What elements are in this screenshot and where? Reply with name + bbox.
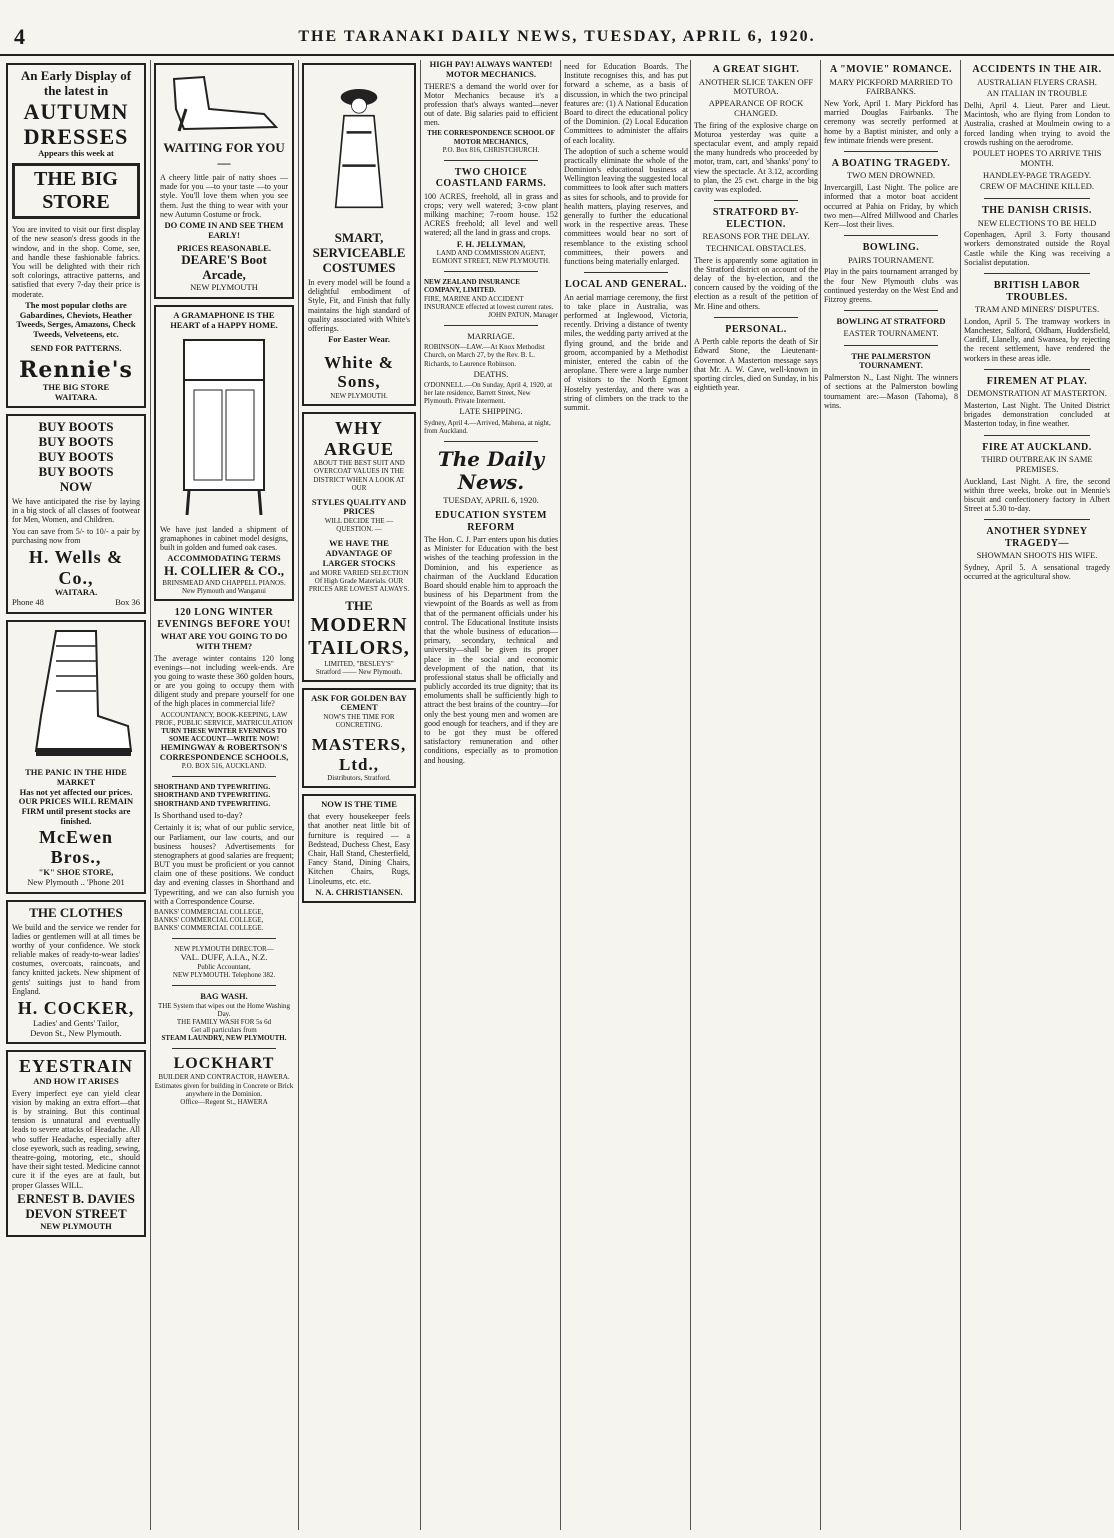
article-body: The firing of the explosive charge on Moturoa yesterday was quite a spectacular event, and amply repaid the many hundreds who proceeded by motor, tram, cart, and 'shanks' pony' to view the spectacle. At 3.12, according to plan, the 25 cwt. charge in the big cavity was exploded. — [694, 120, 818, 194]
ad-body: You are invited to visit our first display of the new season's dress goods in the window, and in the shop. Come, see, and handle these fashionable fabrics. You will be delighted with their rich soft colorings, attractive patterns, and satisfied that every 7-day their price is moderate. — [12, 225, 140, 299]
ad-address: DEVON STREET — [25, 1205, 127, 1221]
divider — [172, 1048, 276, 1049]
lockhart-ad — [152, 1055, 296, 1106]
ad-headline: ASK FOR GOLDEN BAY CEMENT — [311, 692, 407, 713]
article-subheading: HANDLEY-PAGE TRAGEDY. — [983, 169, 1091, 180]
article-headline: STRATFORD BY-ELECTION. — [712, 207, 800, 230]
boot-icon — [16, 626, 136, 766]
divider — [844, 151, 938, 152]
article-headline: A "MOVIE" ROMANCE. — [829, 64, 953, 75]
ad-subline: Public Accountant, — [197, 962, 251, 971]
newspaper-title: THE TARANAKI DAILY NEWS, TUESDAY, APRIL 6, 1920. — [298, 28, 816, 45]
column-8 — [964, 60, 1110, 1530]
hemingway-ad — [154, 607, 294, 770]
wells-ad — [6, 414, 146, 614]
column-divider — [420, 60, 421, 1530]
ad-headline: SMART, SERVICEABLE COSTUMES — [312, 230, 406, 276]
article-subheading: EASTER TOURNAMENT. — [843, 327, 939, 338]
ad-subline: WHAT ARE YOU GOING TO DO WITH THEM? — [160, 631, 288, 651]
ad-line: NOW — [59, 479, 93, 495]
column-2 — [152, 60, 296, 1530]
divider — [584, 272, 668, 273]
ad-line: BUY BOOTS — [38, 449, 114, 465]
divider — [444, 271, 538, 272]
article-subheading: REASONS FOR THE DELAY. — [702, 231, 810, 242]
ad-headline: NOW IS THE TIME — [321, 799, 397, 810]
ad-address: LAND AND COMMISSION AGENT, EGMONT STREET, NEW PLYMOUTH. — [432, 249, 550, 266]
divider — [984, 519, 1090, 520]
nz-insurance-ad — [424, 278, 558, 318]
ad-phone: Phone 48 — [12, 597, 44, 608]
ad-box: Box 36 — [115, 597, 140, 608]
jellyman-ad — [424, 167, 558, 266]
article-body: Sydney, April 5. A sensational tragedy occurred at the agricultural show. — [964, 563, 1110, 582]
column-divider — [820, 60, 821, 1530]
ad-brand: LOCKHART — [173, 1055, 275, 1073]
article-headline: A BOATING TRAGEDY. — [831, 157, 951, 169]
section-heading: LATE SHIPPING. — [459, 406, 523, 417]
ad-brand: HEMINGWAY & ROBERTSON'S CORRESPONDENCE SCHOOLS, — [159, 741, 289, 762]
ad-body: Estimates given for building in Concrete or Brick anywhere in the Dominion. — [154, 1081, 294, 1098]
column-divider — [960, 60, 961, 1530]
ad-town: NEW PLYMOUTH. — [330, 391, 388, 400]
divider — [844, 345, 938, 346]
ad-subbrand: LIMITED, "BESLEY'S" — [324, 659, 394, 668]
ad-contact: JOHN PATON, Manager — [488, 310, 558, 319]
masters-ad — [302, 688, 416, 789]
article-body: A Perth cable reports the death of Sir Edward Stone, the Lieutenant-Governor. A Masterton message says that Mr. A. W. Cave, well-known in sporting circles, died on Sunday, in his eightieth year. — [694, 337, 818, 393]
notice-text: O'DONNELL.—On Sunday, April 4, 1920, at her late residence, Barrett Street, New Plymouth. Private Interment. — [424, 381, 553, 406]
ad-brand: BANKS' COMMERCIAL COLLEGE. — [154, 924, 264, 933]
ad-subline: NOW'S THE TIME FOR CONCRETING. — [323, 713, 395, 730]
ad-subline: AND HOW IT ARISES — [33, 1075, 119, 1086]
article-headline: BOWLING AT STRATFORD — [836, 316, 946, 327]
ad-cta: TURN THESE WINTER EVENINGS TO SOME ACCOUNT—WRITE NOW! — [161, 726, 287, 743]
ad-line: SHORTHAND AND TYPEWRITING. — [154, 791, 271, 800]
editorial-date: TUESDAY, APRIL 6, 1920. — [443, 495, 539, 506]
ad-brand: BANKS' COMMERCIAL COLLEGE, — [154, 916, 264, 925]
divider — [172, 985, 276, 986]
article-subheading: PAIRS TOURNAMENT. — [847, 254, 935, 265]
ad-headline: BAG WASH. — [200, 991, 248, 1002]
ad-headline: THE PANIC IN THE HIDE MARKET — [25, 767, 127, 787]
ad-town: NEW PLYMOUTH — [40, 1220, 112, 1231]
ad-brand: H. COLLIER & CO., — [164, 562, 284, 578]
ad-headline: NEW ZEALAND INSURANCE COMPANY, LIMITED. — [424, 278, 520, 295]
ad-subbrand: BUILDER AND CONTRACTOR, HAWERA. — [158, 1073, 290, 1082]
masthead — [0, 14, 1114, 56]
ad-body: We have just landed a shipment of gramaphones in cabinet model designs, built in golden and fumed oak cases. — [160, 524, 288, 553]
duff-ad — [152, 945, 296, 979]
ad-headline: A GRAMAPHONE IS THE HEART of a HAPPY HOME. — [170, 309, 278, 330]
ad-headline: NEW PLYMOUTH DIRECTOR— — [174, 945, 274, 954]
section-heading: MARRIAGE. — [467, 330, 515, 341]
ad-headline: DRESSES — [23, 124, 129, 150]
article-headline: BOWLING. — [862, 242, 920, 254]
deare-ad — [154, 63, 294, 299]
ad-line: BUY BOOTS — [38, 419, 114, 435]
ad-subline: Appears this week at — [38, 148, 114, 159]
ad-body: that every housekeeper feels that another neat little bit of furniture is required — a Bedstead, Duchess Chest, Easy Chair, Hall Stand, Chesterfield, Fancy Stand, Dining Chairs, Kitchen Chairs, Rugs, Linoleums, etc. etc. — [308, 812, 410, 886]
motor-ad — [424, 60, 558, 154]
article-subheading: APPEARANCE OF ROCK CHANGED. — [708, 98, 804, 118]
article-body: The Hon. C. J. Parr enters upon his duties as Minister for Education with the best wishes of the teaching profession in the Dominion, and his experience as chairman of the Auckland Education Board should enable him to approach the business of his Department from the viewpoint of the Boards as well as from that of the permanent officials under his control. The Educational Institute insists that the whole business of education—primary, secondary, technical and university—shall be given its proper place in the social and economic development of the nation, that its professional status shall be officially and publicly accorded its true dignity; that its emoluments shall be sufficiently high to attract the best brains of the country—for only the best young men and women are good enough for teachers, and if they are to be got they must be offered satisfactory remuneration and other conditions, especially as to promotion and housing. — [424, 535, 558, 765]
ad-subline: For Easter Wear. — [328, 334, 390, 345]
ad-brand: Rennie's — [19, 356, 133, 383]
ad-town: NEW PLYMOUTH — [190, 282, 258, 293]
ad-brand: MASTERS, Ltd., — [311, 735, 407, 774]
article-body: Invercargill, Last Night. The police are informed that a motor boat accident occurred at Pahia on Friday, by which two men—Alfred Millwood and Charles Kerr—lost their lives. — [824, 183, 958, 229]
article-body: need for Education Boards. The Institute recognises this, and has put forward a scheme, as a basis of discussion, in which the two principal features are: (1) A National Education Board to direct the educational policy of the Dominion. (2) Local Education Committees to administer the affairs of each locality. — [564, 62, 688, 145]
ad-body: You can save from 5/- to 10/- a pair by purchasing now from — [12, 526, 140, 545]
bagwash-ad — [152, 992, 296, 1042]
article-headline: A GREAT SIGHT. — [712, 64, 800, 75]
divider — [984, 273, 1090, 274]
column-1 — [4, 60, 148, 1530]
article-body: There is apparently some agitation in the Stratford district on account of the delay of the by-election, and the concern caused by the voiding of the election as a result of the petition of Mr. Hine and others. — [694, 255, 818, 311]
ad-body: WILL DECIDE THE — QUESTION. — — [324, 517, 394, 534]
divider — [984, 369, 1090, 370]
article-subheading: POULET HOPES TO ARRIVE THIS MONTH. — [972, 147, 1102, 168]
ad-body: The most popular cloths are Gabardines, Cheviots, Heather Tweeds, Serges, Amazons, Check Tweeds, Velveteens, etc. — [16, 299, 136, 340]
ad-intro: An Early Display of the latest in — [20, 68, 132, 98]
davies-ad — [6, 1050, 146, 1237]
big-store-ad — [6, 63, 146, 408]
ad-address: New Plymouth and Wanganui — [182, 586, 266, 595]
ad-brand: THE — [345, 597, 373, 613]
ad-cta: Get all particulars from — [191, 1025, 257, 1034]
modern-tailors-ad — [302, 412, 416, 682]
ad-subline: PRICES REASONABLE. — [177, 242, 271, 253]
ad-address: Devon St., New Plymouth. — [30, 1027, 122, 1038]
article-headline: FIRE AT AUCKLAND. — [982, 441, 1092, 453]
column-7 — [824, 60, 958, 1530]
big-store-logo: THE BIG STORE — [12, 163, 140, 219]
article-body: Copenhagen, April 3. Forty thousand workers demonstrated outside the Royal Castle while the King was receiving a Socialist deputation. — [964, 230, 1110, 267]
divider — [444, 441, 538, 442]
ad-subbrand: BRINSMEAD AND CHAPPELL PIANOS. — [162, 578, 286, 587]
divider — [714, 200, 798, 201]
article-body: Auckland, Last Night. A fire, the second within three weeks, broke out in Mennie's biscuit and confectionery factory in Albert Street at 5.30 to-day. — [964, 476, 1110, 514]
ad-brand: H. COCKER, — [17, 998, 135, 1019]
article-subheading: AN ITALIAN IN TROUBLE — [986, 88, 1088, 99]
banks-ad — [154, 783, 294, 932]
article-subheading: DEMONSTRATION AT MASTERTON. — [967, 388, 1107, 399]
article-subheading: AUSTRALIAN FLYERS CRASH. — [977, 76, 1097, 87]
article-headline: THE DANISH CRISIS. — [982, 205, 1092, 217]
divider — [984, 198, 1090, 199]
article-subheading: ANOTHER SLICE TAKEN OFF MOTUROA. — [698, 76, 814, 97]
ad-headline: 120 LONG WINTER EVENINGS BEFORE YOU! — [157, 607, 291, 630]
article-headline: LOCAL AND GENERAL. — [564, 279, 688, 291]
notice-text: ROBINSON—LAW.—At Knox Methodist Church, on March 27, by the Rev. B. L. Richards, to Laurence Robinson. — [424, 343, 545, 368]
ad-brand: H. Wells & Co., — [28, 547, 124, 588]
article-subheading: CREW OF MACHINE KILLED. — [979, 181, 1095, 192]
column-divider — [560, 60, 561, 1530]
ad-body: The average winter contains 120 long evenings—not including week-ends. Are you going to waste these 360 golden hours, or are you going to occupy them with diligent study and prepare yourself for one of the high places in commercial life? — [154, 653, 294, 709]
ad-headline: AUTUMN — [23, 98, 129, 124]
article-headline: FIREMEN AT PLAY. — [986, 375, 1088, 387]
ad-brand: White & Sons, — [324, 352, 394, 392]
white-ad — [302, 63, 416, 406]
ad-body: Every imperfect eye can yield clear vision by making an extra effort—that is by straining. But this continual tension is unnatural and eventually leads to severe attacks of Headache. All who suffer Headache, especially after close eyework, such as reading, sewing, theatre-going, motoring, etc., should have their sight tested. Medicine cannot cure it if the eyes are at fault, but proper Glasses WILL. — [12, 1088, 140, 1190]
ad-subline: Is Shorthand used to-day? — [154, 809, 243, 820]
column-divider — [298, 60, 299, 1530]
editorial-masthead: The Daily News. — [437, 447, 545, 495]
article-subheading: THIRD OUTBREAK IN SAME PREMISES. — [981, 454, 1093, 474]
ad-headline: EYESTRAIN — [18, 1056, 134, 1077]
article-subheading: TRAM AND MINERS' DISPUTES. — [974, 304, 1100, 315]
ad-body: FIRE, MARINE AND ACCIDENT INSURANCE effected at lowest current rates. — [424, 294, 554, 311]
ad-brand: DEARE'S Boot Arcade, — [181, 252, 267, 283]
ad-headline: THE CLOTHES — [29, 904, 123, 920]
ad-subbrand: "K" SHOE STORE, — [38, 867, 114, 878]
ad-town: WAITARA. — [54, 587, 98, 598]
ad-address: New Plymouth .. 'Phone 201 — [27, 876, 125, 887]
collier-ad — [154, 305, 294, 601]
ad-body: THE System that wipes out the Home Washing Day. — [157, 1001, 291, 1018]
ad-town: WAITARA. — [54, 391, 98, 402]
ad-body: ABOUT THE BEST SUIT AND OVERCOAT VALUES IN THE DISTRICT WHEN A LOOK AT OUR — [313, 459, 405, 492]
article-subheading: TWO MEN DROWNED. — [846, 170, 936, 181]
article-headline: BRITISH LABOR TROUBLES. — [993, 280, 1081, 303]
divider — [444, 325, 538, 326]
editorial — [424, 448, 558, 764]
article-subheading: NEW ELECTIONS TO BE HELD — [977, 217, 1097, 228]
ad-body: Has not yet affected our prices. OUR PRICES WILL REMAIN FIRM until present stocks are finished. — [18, 786, 134, 826]
divider — [714, 317, 798, 318]
ad-cta: DO COME IN AND SEE THEM EARLY! — [164, 220, 284, 240]
shoe-icon — [164, 69, 284, 139]
ad-headline: WHY ARGUE — [323, 418, 394, 459]
mcewen-ad — [6, 620, 146, 894]
article-headline: PERSONAL. — [725, 323, 787, 335]
column-6 — [694, 60, 818, 1530]
divider — [844, 235, 938, 236]
ad-body: A cheery little pair of natty shoes —made for you —to your taste —to your style. You'll love them when you see them. Just the thing to wear with your new Autumn Costume or frock. — [160, 173, 288, 219]
ad-body: 100 ACRES, freehold, all in grass and crops; very well watered; 3-cow plant milking machine; 7-room house. 152 ACRES freehold; all level and well watered; all the land in grass and crops. — [424, 191, 558, 238]
article-body: The adoption of such a scheme would practically eliminate the whole of the Dominion's educational business at Wellington leaving the suggested local committees to look after such matters as sites for schools, and to provide for health matters, playing reserves, and generally to further the educational work in the respective areas. These committees would bear no sort of resemblance to the existing school committees, their powers and functions being materially enlarged. — [564, 146, 688, 266]
ad-address: Office—Regent St., HAWERA — [180, 1097, 268, 1106]
article-headline: ANOTHER SYDNEY TRAGEDY— — [986, 526, 1088, 549]
article-headline: THE PALMERSTON TOURNAMENT. — [851, 350, 931, 371]
cocker-ad — [6, 900, 146, 1045]
ad-line: BUY BOOTS — [38, 434, 114, 450]
ad-brand: F. H. JELLYMAN, — [456, 238, 526, 249]
ad-brand: McEwen Bros., — [39, 826, 113, 868]
divider — [172, 938, 276, 939]
column-5 — [564, 60, 688, 1530]
divider — [984, 435, 1090, 436]
ad-headline: HIGH PAY! ALWAYS WANTED! MOTOR MECHANICS. — [429, 60, 553, 79]
article-body: An aerial marriage ceremony, the first to take place in Australia, was performed at Inglewood, Victoria, recently. Driving a distance of twenty miles, the wedding party arrived at the flying ground, and the bride and groom, accompanied by a Methodist minister, entered the cabin of the aeroplane. There were a large number of visitors to the North Egmont Hostelry yesterday, and there was a string of climbers on the track to the summit. — [564, 292, 688, 412]
ad-line: SHORTHAND AND TYPEWRITING. — [154, 799, 271, 808]
ad-brand: BANKS' COMMERCIAL COLLEGE, — [154, 908, 264, 917]
christiansen-ad — [302, 794, 416, 903]
ad-line: SHORTHAND AND TYPEWRITING. — [154, 783, 271, 792]
section-heading: DEATHS. — [473, 368, 509, 379]
ad-body: We build and the service we render for ladies or gentlemen will at all times be worthy of your confidence. We stock reliable makes of ready-to-wear ladies' costumes, overcoats, raincoats, and fancy knitted jackets. New shipment of gents' suitings just to hand from England. — [12, 922, 140, 996]
ad-body: Certainly it is; what of our public service, our Parliament, our law courts, and our business houses? Advertisements for stenographers at good salaries are frequent; BUT you must be proficient or you cannot claim one of these positions. We conduct day and evening classes in Shorthand and Typewriting, and we can also furnish you with a Correspondence Course. — [154, 823, 294, 906]
ad-body: THE FAMILY WASH FOR 5s 6d — [176, 1017, 272, 1026]
article-headline: ACCIDENTS IN THE AIR. — [972, 64, 1102, 75]
ad-cta: SEND FOR PATTERNS. — [30, 342, 122, 353]
ad-body: ACCOUNTANCY, BOOK-KEEPING, LAW PROF., PUBLIC SERVICE, MATRICULATION — [155, 710, 293, 727]
ad-subline: WE HAVE THE ADVANTAGE OF LARGER STOCKS — [322, 538, 396, 568]
divider — [844, 310, 938, 311]
ad-address: P.O. Box 816, CHRISTCHURCH. — [442, 145, 540, 154]
ad-headline: WAITING FOR YOU— — [163, 140, 285, 171]
ad-subline: ACCOMMODATING TERMS — [167, 553, 281, 564]
ad-brand: STEAM LAUNDRY, NEW PLYMOUTH. — [161, 1034, 287, 1043]
ad-town: Distributors, Stratford. — [327, 774, 391, 783]
page-number: 4 — [14, 24, 25, 49]
ad-body: THERE'S a demand the world over for Motor Mechanics because it's a profession that's always wanted—never out of date. Big salaries paid to efficient men. — [424, 81, 558, 128]
ad-body: and MORE VARIED SELECTION Of High Grade Materials. OUR PRICES ARE LOWEST ALWAYS. — [308, 568, 410, 593]
column-4 — [424, 60, 558, 1530]
article-body: Play in the pairs tournament arranged by the four New Plymouth clubs was continued yesterday on the West End and Fitzroy greens. — [824, 267, 958, 304]
article-headline: EDUCATION SYSTEM REFORM — [435, 510, 547, 533]
column-divider — [150, 60, 151, 1530]
column-3 — [300, 60, 418, 1530]
article-body: New York, April 1. Mary Pickford has married Douglas Fairbanks. The ceremony was secretly performed at home by a Baptist minister, and only a few intimate friends were present. — [824, 99, 958, 145]
ad-subline: STYLES QUALITY AND PRICES — [311, 496, 407, 517]
ad-brand: THE CORRESPONDENCE SCHOOL OF MOTOR MECHANICS, — [427, 129, 555, 146]
article-body: London, April 5. The tramway workers in Manchester, Salford, Oldham, Huddersfield, Cardiff, Llanelly, and Swansea, by rejecting the recent settlement, have rendered the workers in these areas idle. — [964, 316, 1110, 363]
ad-headline: TWO CHOICE COASTLAND FARMS. — [435, 166, 547, 190]
article-subheading: TECHNICAL OBSTACLES. — [705, 242, 807, 253]
ad-town: Stratford —— New Plymouth. — [315, 667, 403, 676]
ad-brand: MODERN TAILORS, — [308, 613, 410, 659]
article-subheading: SHOWMAN SHOOTS HIS WIFE. — [976, 550, 1098, 561]
ad-address: P.O. BOX 516, AUCKLAND. — [181, 762, 267, 771]
ad-brand: N. A. CHRISTIANSEN. — [315, 886, 403, 897]
ad-brand: ERNEST B. DAVIES — [17, 1190, 135, 1206]
ad-brand: VAL. DUFF, A.I.A., N.Z. — [180, 952, 268, 963]
notices — [424, 332, 558, 436]
article-body: Delhi, April 4. Lieut. Parer and Lieut. Macintosh, who are flying from London to Australia, crashed at Moulmein owing to a forced landing when trying to avoid the crowds rushing on the aerodrome. — [964, 101, 1110, 147]
article-body: Palmerston N., Last Night. The winners of sections at the Palmerston bowling tournament are:—Mason (Tahoma), 8 wins. — [824, 373, 958, 410]
divider — [444, 160, 538, 161]
woman-figure-icon — [309, 69, 409, 229]
ad-subbrand: Ladies' and Gents' Tailor, — [32, 1017, 119, 1028]
article-subheading: MARY PICKFORD MARRIED TO FAIRBANKS. — [829, 76, 953, 97]
divider — [172, 776, 276, 777]
ad-address: NEW PLYMOUTH. Telephone 382. — [172, 971, 276, 980]
ad-body: We have anticipated the rise by laying in a big stock of all classes of footwear for Men, Women, and Children. — [12, 497, 140, 525]
article-body: Masterton, Last Night. The United District brigades demonstration concluded at Masterton today, in fine weather. — [964, 401, 1110, 429]
gramophone-cabinet-icon — [169, 330, 279, 520]
ad-line: BUY BOOTS — [38, 464, 114, 480]
notice-text: Sydney, April 4.—Arrived, Mahena, at night, from Auckland. — [424, 419, 551, 436]
ad-body: In every model will be found a delightful embodiment of Style, Fit, and Finish that fully maintains the high standard of quality associated with White's offerings. — [308, 278, 410, 333]
column-divider — [690, 60, 691, 1530]
ad-subbrand: THE BIG STORE — [42, 381, 110, 392]
